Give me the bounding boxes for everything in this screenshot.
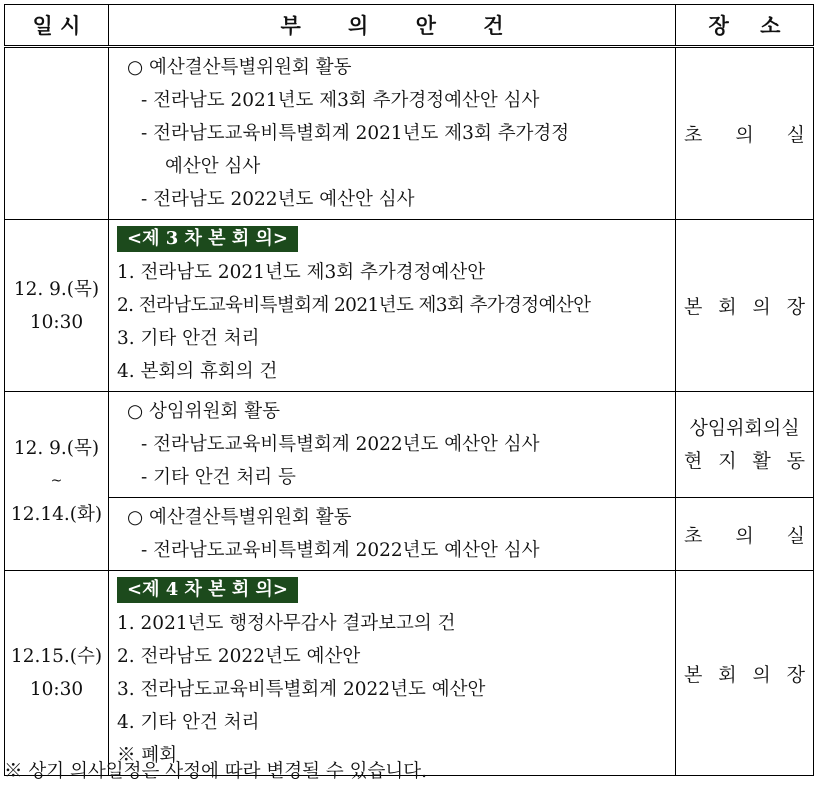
- agenda-line: - 전라남도 2021년도 제3회 추가경정예산안 심사: [141, 90, 540, 111]
- agenda-cell: [109, 392, 676, 498]
- session-badge: <제 3 차 본 회 의>: [117, 226, 298, 252]
- agenda-line: - 전라남도교육비특별회계 2021년도 제3회 추가경정: [141, 123, 570, 144]
- table-row: [5, 220, 814, 392]
- table-row: [5, 498, 814, 571]
- agenda-line: 예산안 심사: [165, 156, 261, 177]
- agenda-line: ○ 예산결산특별위원회 활동: [127, 507, 352, 528]
- agenda-line: 2. 전라남도 2022년도 예산안: [117, 646, 361, 667]
- place-cell: [676, 571, 814, 776]
- agenda-cell: [109, 498, 676, 571]
- table-row: [5, 392, 814, 498]
- agenda-cell: [109, 47, 676, 220]
- place-char: 실: [786, 124, 805, 146]
- time-text: 10:30: [29, 311, 84, 333]
- agenda-line: ○ 상임위원회 활동: [127, 401, 281, 422]
- place-cell: [676, 47, 814, 220]
- header-row: [5, 5, 814, 47]
- place-char: 회: [718, 663, 737, 686]
- place-char: 의: [735, 124, 754, 146]
- place-char: 현: [684, 449, 703, 472]
- date-text: 12.15.(수): [10, 646, 103, 667]
- session-badge: <제 4 차 본 회 의>: [117, 577, 298, 603]
- place-char: 의: [752, 296, 771, 318]
- place-cell: [676, 220, 814, 392]
- date-text: 12. 9.(목): [13, 437, 100, 459]
- agenda-line: 3. 전라남도교육비특별회계 2022년도 예산안: [117, 679, 486, 700]
- agenda-line: 4. 본회의 휴회의 건: [117, 361, 278, 382]
- date-text: 12. 9.(목): [13, 278, 100, 300]
- date-cell: [5, 571, 109, 776]
- agenda-line: 2. 전라남도교육비특별회계 2021년도 제3회 추가경정예산안: [117, 295, 591, 316]
- place-char: 초: [684, 524, 703, 547]
- date-cell: [5, 392, 109, 571]
- agenda-line: 1. 전라남도 2021년도 제3회 추가경정예산안: [117, 262, 486, 283]
- agenda-line: 3. 기타 안건 처리: [117, 328, 260, 349]
- header-place: 장 소: [676, 5, 814, 47]
- agenda-line: - 전라남도 2022년도 예산안 심사: [141, 189, 415, 210]
- agenda-line: ※ 폐회: [117, 745, 178, 766]
- agenda-line: 1. 2021년도 행정사무감사 결과보고의 건: [117, 613, 456, 634]
- header-date: 일 시: [5, 5, 109, 47]
- date-cell: [5, 47, 109, 220]
- table-row: [5, 47, 814, 220]
- table-row: [5, 571, 814, 776]
- place-text: 상임위회의실: [689, 416, 800, 439]
- place-char: 의: [752, 663, 771, 686]
- place-char: 본: [684, 663, 703, 686]
- place-char: 초: [684, 124, 703, 146]
- header-agenda: 부 의 안 건: [109, 5, 676, 47]
- date-separator: ~: [50, 472, 63, 489]
- agenda-cell: [109, 220, 676, 392]
- agenda-line: - 전라남도교육비특별회계 2022년도 예산안 심사: [141, 540, 540, 561]
- place-char: 동: [786, 449, 805, 472]
- agenda-line: 4. 기타 안건 처리: [117, 712, 260, 733]
- place-char: 지: [718, 449, 737, 472]
- place-char: 실: [786, 524, 805, 547]
- agenda-line: - 전라남도교육비특별회계 2022년도 예산안 심사: [141, 434, 540, 455]
- place-cell: [676, 392, 814, 498]
- footnote: ※ 상기 의사일정은 사정에 따라 변경될 수 있습니다.: [4, 761, 427, 782]
- agenda-table: [4, 4, 814, 776]
- agenda-cell: [109, 571, 676, 776]
- place-char: 본: [684, 296, 703, 318]
- date-cell: [5, 220, 109, 392]
- place-char: 회: [718, 296, 737, 318]
- place-char: 활: [752, 449, 771, 472]
- place-char: 의: [735, 524, 754, 547]
- date-text: 12.14.(화): [10, 503, 103, 525]
- time-text: 10:30: [29, 679, 84, 700]
- agenda-line: - 기타 안건 처리 등: [141, 467, 296, 488]
- agenda-line: ○ 예산결산특별위원회 활동: [127, 57, 352, 78]
- place-cell: [676, 498, 814, 571]
- place-char: 장: [786, 663, 805, 686]
- place-char: 장: [786, 296, 805, 318]
